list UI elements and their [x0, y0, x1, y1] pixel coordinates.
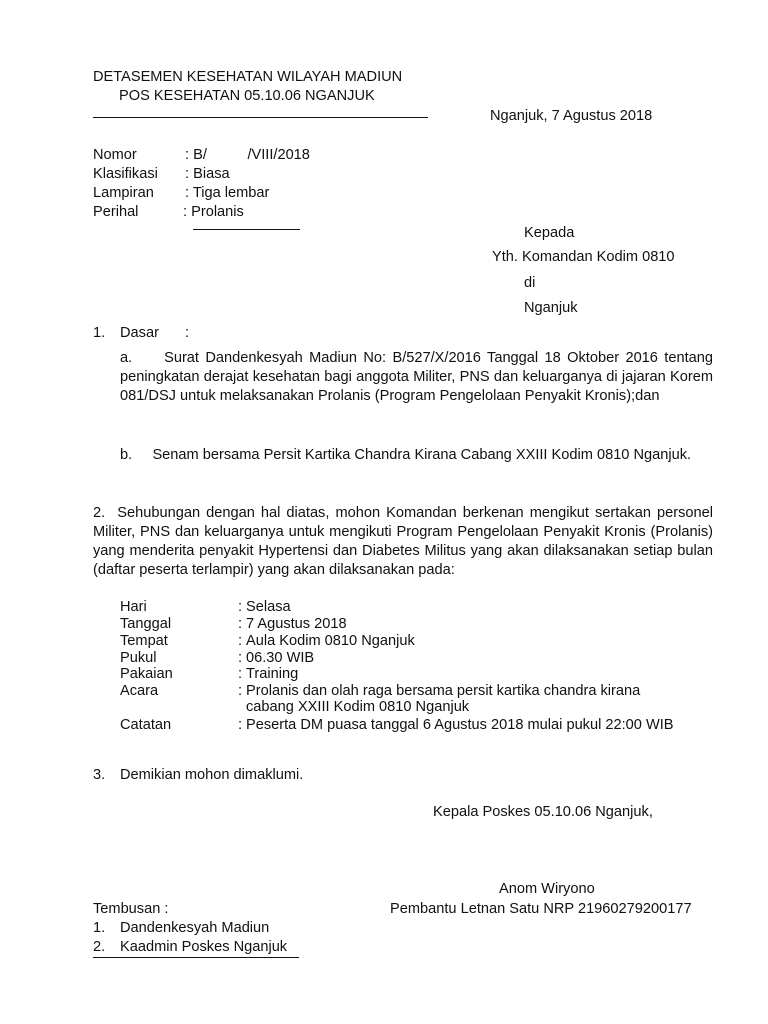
perihal-underline: [193, 229, 300, 230]
schedule-value: Selasa: [246, 599, 291, 615]
meta-value-perihal: : Prolanis: [183, 204, 244, 220]
schedule-colon: :: [238, 666, 243, 682]
signature-rank: Pembantu Letnan Satu NRP 21960279200177: [390, 901, 692, 917]
schedule-colon: :: [238, 683, 243, 699]
header-post-name: POS KESEHATAN 05.10.06 NGANJUK: [119, 88, 375, 104]
schedule-label: Tempat: [120, 633, 168, 649]
schedule-value: Peserta DM puasa tanggal 6 Agustus 2018 mulai pukul 22:00 WIB: [246, 717, 674, 733]
header-unit-name: DETASEMEN KESEHATAN WILAYAH MADIUN: [93, 69, 403, 85]
tembusan-item: Dandenkesyah Madiun: [120, 920, 270, 936]
addressee-city: Nganjuk: [524, 300, 578, 316]
header-divider: [93, 117, 428, 118]
schedule-colon: :: [238, 650, 243, 666]
section1-point-b: b. Senam bersama Persit Kartika Chandra Kirana Cabang XXIII Kodim 0810 Nganjuk.: [120, 447, 692, 463]
section1-title: Dasar: [120, 325, 159, 341]
section2-paragraph: 2. Sehubungan dengan hal diatas, mohon Komandan berkenan mengikut sertakan personel Militer, PNS dan keluarganya untuk mengikuti Program Pengelolaan Penyakit Kronis (Prolanis) yang menderita penyakit Hypertensi dan Diabetes Militus yang akan dilaksanakan setiap bulan (daftar peserta terlampir) yang akan dilaksanakan pada:: [93, 505, 713, 578]
tembusan-title: Tembusan :: [93, 901, 169, 917]
schedule-colon: :: [238, 633, 243, 649]
signature-title: Kepala Poskes 05.10.06 Nganjuk,: [433, 804, 653, 820]
meta-value-nomor: : B/ /VIII/2018: [185, 147, 310, 163]
meta-label-klasifikasi: Klasifikasi: [93, 166, 158, 182]
meta-label-nomor: Nomor: [93, 147, 137, 163]
tembusan-item-number: 2.: [93, 939, 106, 955]
tembusan-underline: [93, 957, 299, 958]
schedule-value: 7 Agustus 2018: [246, 616, 347, 632]
signature-name: Anom Wiryono: [499, 881, 595, 897]
addressee-di: di: [524, 275, 536, 291]
tembusan-item-number: 1.: [93, 920, 106, 936]
schedule-label: Pukul: [120, 650, 157, 666]
meta-value-lampiran: : Tiga lembar: [185, 185, 270, 201]
schedule-value: Training: [246, 666, 299, 682]
schedule-label: Catatan: [120, 717, 172, 733]
meta-label-perihal: Perihal: [93, 204, 139, 220]
tembusan-item: Kaadmin Poskes Nganjuk: [120, 939, 288, 955]
schedule-colon: :: [238, 599, 243, 615]
meta-value-klasifikasi: : Biasa: [185, 166, 230, 182]
meta-label-lampiran: Lampiran: [93, 185, 154, 201]
schedule-label: Acara: [120, 683, 159, 699]
addressee-yth: Yth. Komandan Kodim 0810: [492, 249, 675, 265]
section3-text: Demikian mohon dimaklumi.: [120, 767, 304, 783]
section1-number: 1.: [93, 325, 106, 341]
schedule-value: Aula Kodim 0810 Nganjuk: [246, 633, 415, 649]
schedule-colon: :: [238, 616, 243, 632]
schedule-label: Tanggal: [120, 616, 172, 632]
section3-number: 3.: [93, 767, 106, 783]
schedule-label: Pakaian: [120, 666, 173, 682]
place-date: Nganjuk, 7 Agustus 2018: [490, 108, 653, 124]
addressee-kepada: Kepada: [524, 225, 575, 241]
section1-colon: :: [185, 325, 190, 341]
schedule-value: Prolanis dan olah raga bersama persit kartika chandra kirana cabang XXIII Kodim 0810 Nganjuk: [246, 683, 641, 715]
schedule-value: 06.30 WIB: [246, 650, 315, 666]
schedule-label: Hari: [120, 599, 147, 615]
schedule-colon: :: [238, 717, 243, 733]
section1-point-a: a. Surat Dandenkesyah Madiun No: B/527/X/2016 Tanggal 18 Oktober 2016 tentang peningkatan derajat kesehatan bagi anggota Militer, PNS dan keluarganya di jajaran Korem 081/DSJ untuk melaksanakan Prolanis (Program Pengelolaan Penyakit Kronis);dan: [120, 350, 713, 404]
